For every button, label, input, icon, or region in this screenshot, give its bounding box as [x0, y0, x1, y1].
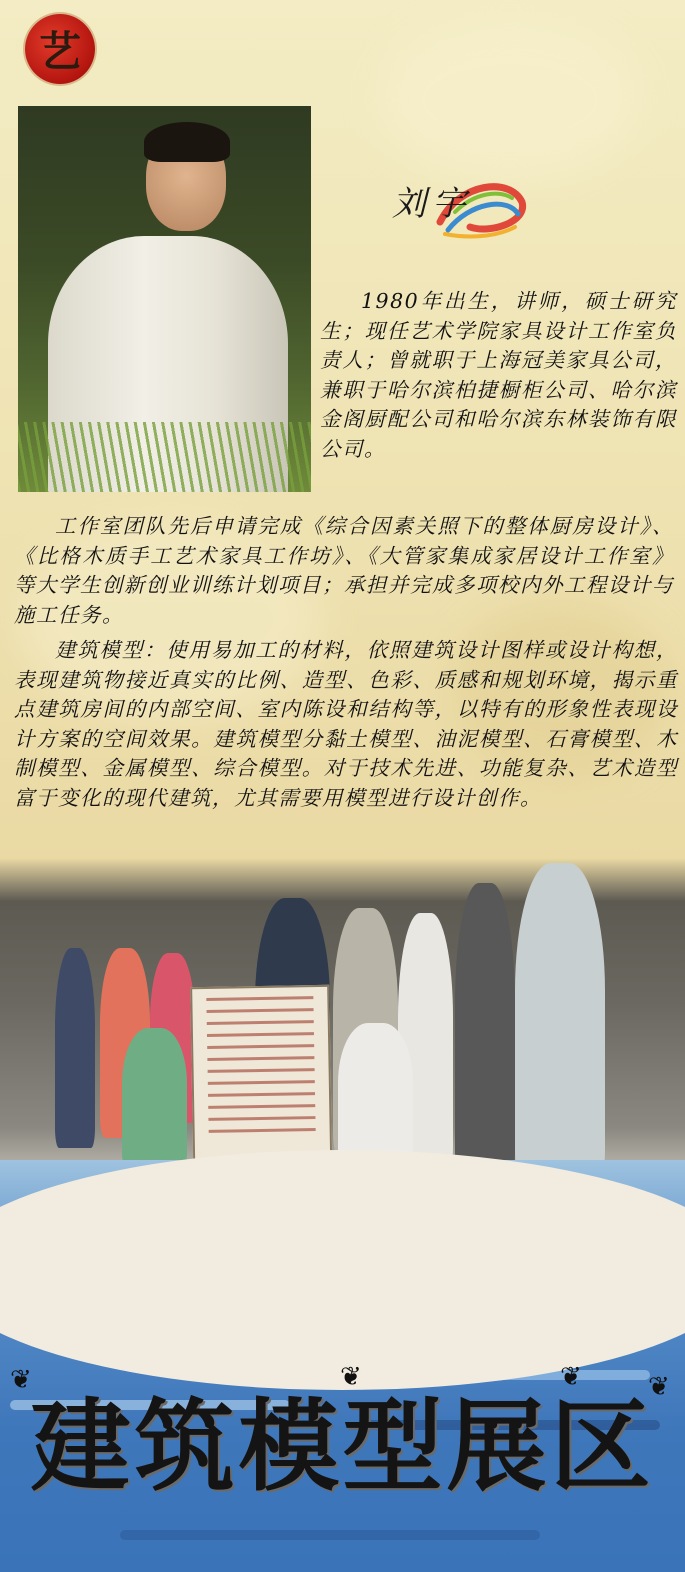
portrait-photo	[18, 106, 311, 492]
photo-person	[122, 1028, 187, 1168]
photo-person	[515, 863, 605, 1183]
white-arc-banner	[0, 1150, 685, 1390]
model-paragraph: 建筑模型：使用易加工的材料，依照建筑设计图样或设计构想，表现建筑物接近真实的比例、造型、色彩、质感和规划环境，揭示重点建筑房间的内部空间、室内陈设和结构等，以特有的形象性表现设计方案的空间效果。建筑模型分黏土模型、油泥模型、石膏模型、木制模型、金属模型、综合模型。对于技术先进、功能复杂、艺术造型富于变化的现代建筑，尤其需要用模型进行设计创作。	[14, 638, 678, 810]
team-paragraph: 工作室团队先后申请完成《综合因素关照下的整体厨房设计》、《比格木质手工艺术家具工作坊》、《大管家集成家居设计工作室》等大学生创新创业训练计划项目；承担并完成多项校内外工程设计与施工任务。	[14, 514, 674, 627]
logo-emblem	[25, 14, 95, 84]
bio-paragraph: 1980年出生，讲师，硕士研究生；现任艺术学院家具设计工作室负责人；曾就职于上海冠美家具公司，兼职于哈尔滨柏捷橱柜公司、哈尔滨金阁厨配公司和哈尔滨东林装饰有限公司。	[320, 289, 677, 461]
photo-person	[55, 948, 95, 1148]
texture-blob	[380, 20, 640, 180]
exhibit-title: 建筑模型展区	[30, 1387, 655, 1505]
ornament-icon: ❦	[340, 1362, 362, 1392]
ornament-icon: ❦	[10, 1365, 32, 1395]
portrait-grass	[18, 422, 311, 492]
portrait-hair	[144, 122, 230, 162]
ornament-icon: ❦	[648, 1372, 670, 1402]
brush-stroke	[120, 1530, 540, 1540]
person-name: 刘宇	[392, 184, 472, 224]
ornament-icon: ❦	[560, 1362, 582, 1392]
photo-person	[455, 883, 515, 1183]
logo-glyph: 艺	[38, 27, 81, 76]
